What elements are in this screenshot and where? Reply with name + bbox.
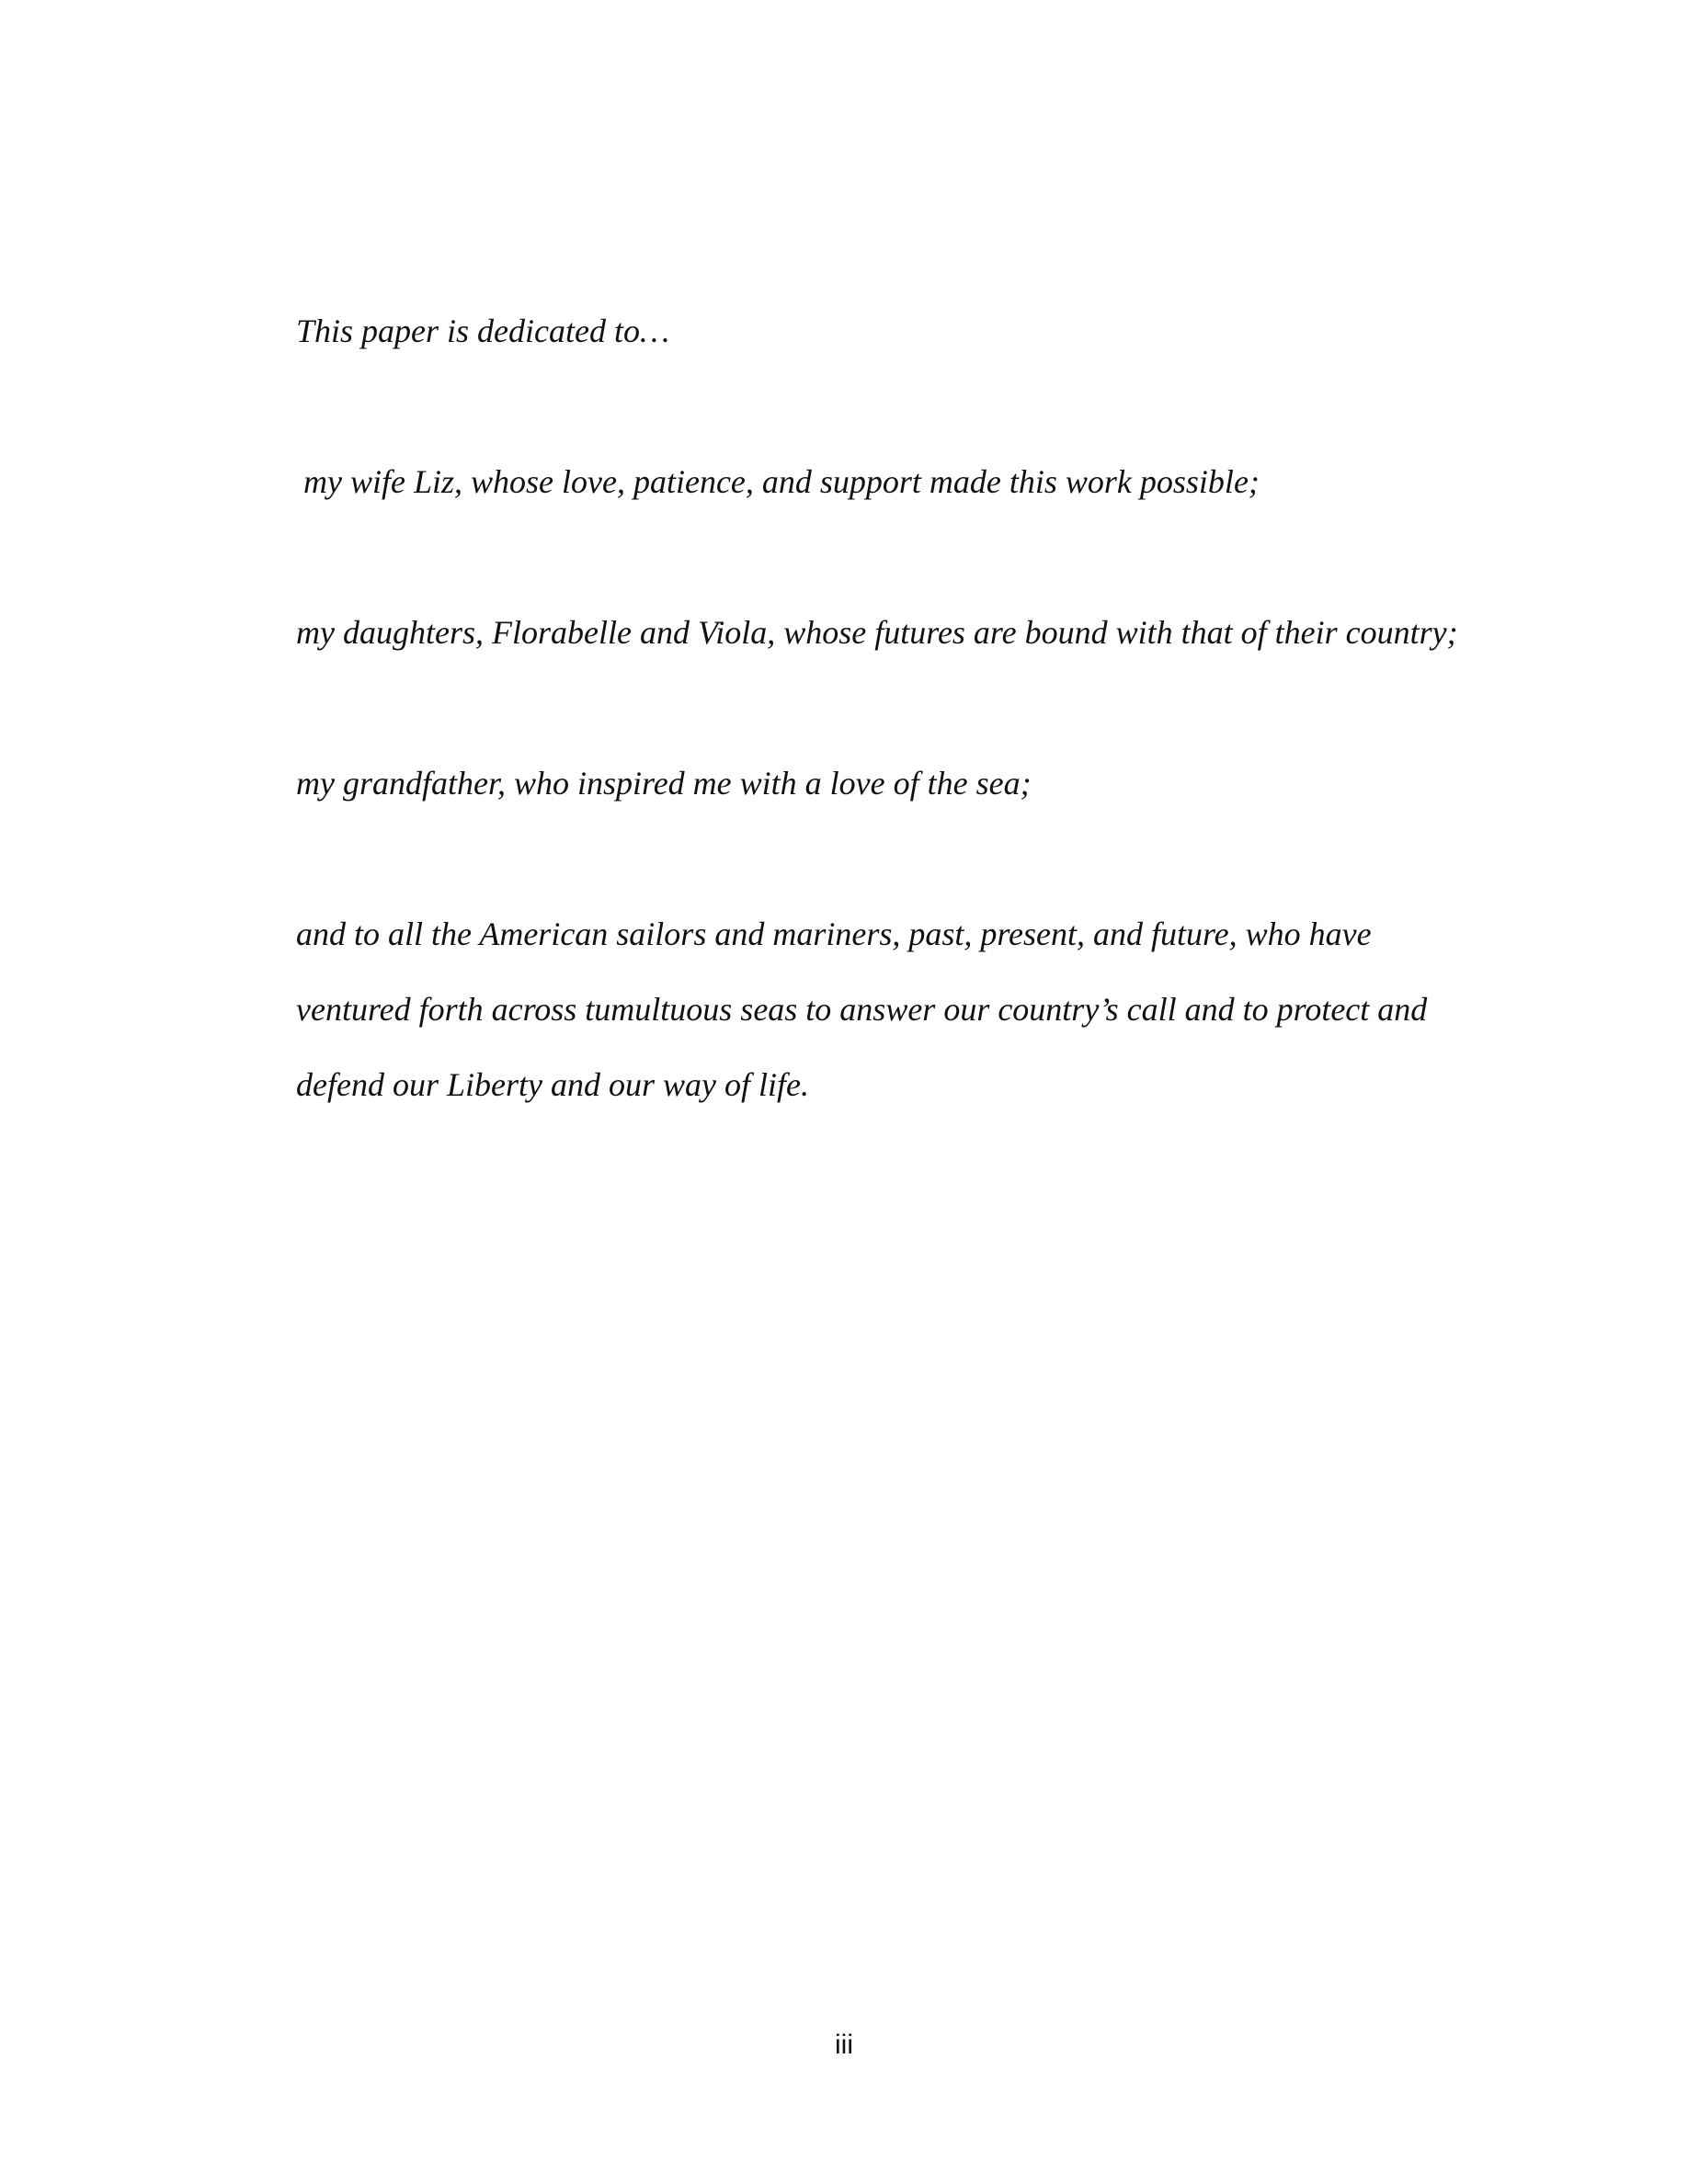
dedication-intro: This paper is dedicated to… (296, 313, 669, 349)
dedication-sailors-line: and to all the American sailors and mariners, past, present, and future, who have (296, 916, 1372, 952)
dedication-grandfather: my grandfather, who inspired me with a love of the sea; (296, 765, 1032, 802)
dedication-daughters: my daughters, Florabelle and Viola, whose futures are bound with that of their country; (296, 614, 1458, 651)
dedication-sailors-line: defend our Liberty and our way of life. (296, 1066, 809, 1103)
dedication-wife: my wife Liz, whose love, patience, and support made this work possible; (303, 463, 1260, 500)
dedication-sailors-line: ventured forth across tumultuous seas to answer our country’s call and to protect and (296, 991, 1428, 1028)
page-number: iii (835, 2030, 853, 2060)
